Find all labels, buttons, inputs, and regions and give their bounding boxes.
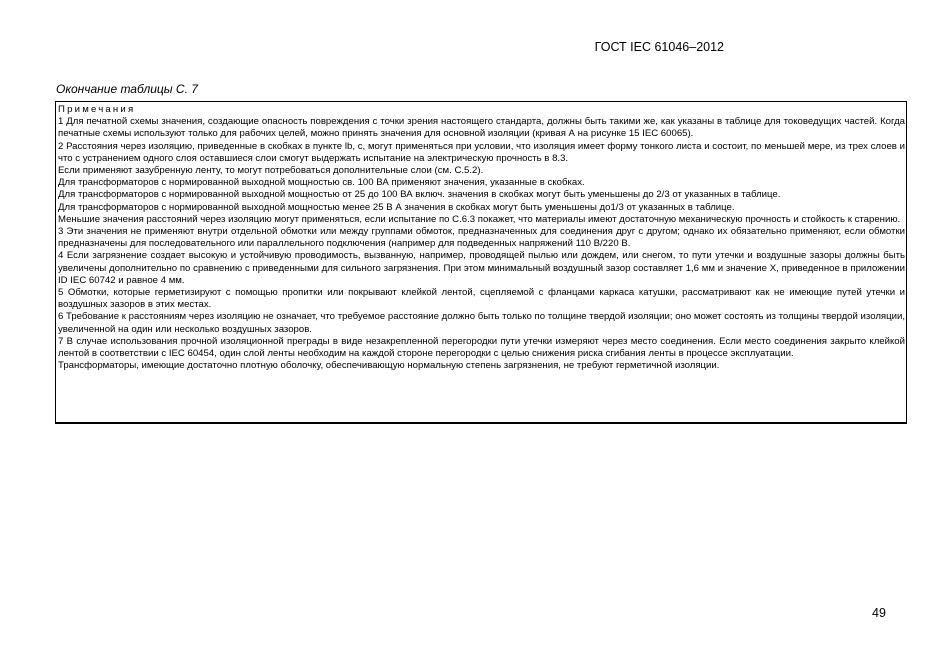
note-paragraph-4: Для трансформаторов с нормированной выходной мощностью св. 100 ВА применяют значения, указанные в скобках. [58,177,585,189]
note-paragraph-12: 7 В случае использования прочной изоляционной преграды в виде незакрепленной перегородки пути утечки измеряют через место соединения. Если место соединения закрыто клейкой лентой в соответствии с IEC 60454, один слой ленты необходим на каждой стороне перегородки с целью снижения риска сгибания ленты в процессе эксплуатации. [58,335,905,360]
note-paragraph-10: 5 Обмотки, которые герметизируют с помощью пропитки или покрывают клейкой лентой, сцепляемой с фланцами каркаса катушки, рассматривают как не имеющие путей утечки и воздушных зазоров в этих местах. [58,287,905,311]
table-caption: Окончание таблицы С. 7 [56,82,198,96]
note-paragraph-9: 4 Если загрязнение создает высокую и устойчивую проводимость, вызванную, например, проводящей пылью или дождем, или снегом, то пути утечки и воздушные зазоры должны быть увеличены дополнительно по сравнению с приведенными для сильного загрязнения. При этом минимальный воздушный зазор составляет 1,6 мм и значение X, приведенное в приложении ID IEC 60742 и равное 4 мм. [58,250,905,286]
note-paragraph-8: 3 Эти значения не применяют внутри отдельной обмотки или между группами обмоток, предназначенных для соединения друг с другом; однако их обязательно применяют, если обмотки предназначены для последовательного или параллельного подключения (например для подведенных напряжений 110 В/220 В. [58,226,905,250]
note-paragraph-7: Меньшие значения расстояний через изоляцию могут применяться, если испытание по С.6.3 покажет, что материалы имеют достаточную механическую прочность и стойкость к старению. [58,213,901,225]
standard-code: ГОСТ IEC 61046–2012 [594,40,724,54]
note-paragraph-13: Трансформаторы, имеющие достаточно плотную оболочку, обеспечивающую нормальную степень загрязнения, не требуют герметичной изоляции. [58,360,720,372]
notes-heading: Примечания [58,104,136,115]
note-paragraph-3: Если применяют зазубренную ленту, то могут потребоваться дополнительные слои (см. С.5.2). [58,165,484,177]
notes-box [55,101,907,424]
note-paragraph-2: 2 Расстояния через изоляцию, приведенные в скобках в пункте lb, с, могут применяться при условии, что изоляция имеет форму тонкого листа и состоит, по меньшей мере, из трех слоев и что с устранением одного слоя оставшиеся слои смогут выдержать испытание на электрическую прочность в 8.3. [58,140,905,164]
note-paragraph-1: 1 Для печатной схемы значения, создающие опасность повреждения с точки зрения настоящего стандарта, должны быть такими же, как указаны в таблице для токоведущих частей. Когда печатные схемы используют только для рабочих целей, можно принять значения для основной изоляции (кривая А на рисунке 15 IEC 60065). [58,116,905,140]
note-paragraph-6: Для трансформаторов с нормированной выходной мощностью менее 25 В А значения в скобках могут быть уменьшены до1/3 от указанных в таблице. [58,201,735,213]
page-number: 49 [872,606,886,620]
note-paragraph-11: 6 Требование к расстояниям через изоляцию не означает, что требуемое расстояние должно быть только по толщине твердой изоляции; оно может состоять из толщины твердой изоляции, увеличенной на один или несколько воздушных зазоров. [58,311,905,335]
note-paragraph-5: Для трансформаторов с нормированной выходной мощностью от 25 до 100 ВА включ. значения в скобках могут быть уменьшены до 2/3 от указанных в таблице. [58,189,781,201]
